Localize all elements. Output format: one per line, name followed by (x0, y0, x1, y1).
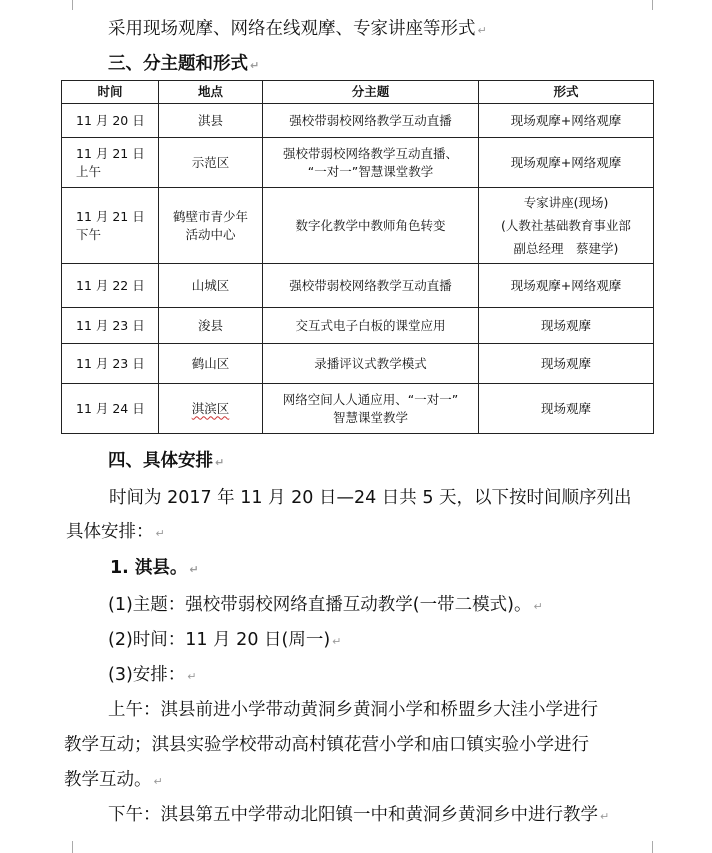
cell-time: 11 月 22 日 (62, 264, 159, 308)
table-row (62, 308, 654, 344)
cell-format: 现场观摩 (479, 308, 654, 344)
afternoon-line-1: 下午：淇县第五中学带动北阳镇一中和黄洞乡黄洞乡中进行教学 ↵ (108, 805, 610, 825)
crop-mark-top-right (652, 0, 665, 10)
table-row (62, 344, 654, 384)
table-row (62, 138, 654, 188)
intro-line: 采用现场观摩、网络在线观摩、专家讲座等形式 ↵ (108, 19, 487, 39)
cell-format: 现场观摩+网络观摩 (479, 264, 654, 308)
header-place: 地点 (159, 81, 263, 104)
crop-mark-top-left (60, 0, 73, 10)
cell-place: 鹤壁市青少年 活动中心 (159, 188, 263, 264)
morning-line-3: 教学互动。 ↵ (64, 770, 163, 790)
header-format: 形式 (479, 81, 654, 104)
cell-place: 山城区 (159, 264, 263, 308)
cell-topic: 强校带弱校网络教学互动直播 (263, 104, 479, 138)
item-time: (2)时间：11 月 20 日(周一) ↵ (108, 630, 342, 650)
cell-topic: 数字化教学中教师角色转变 (263, 188, 479, 264)
cell-time: 11 月 20 日 (62, 104, 159, 138)
cell-topic: 网络空间人人通应用、“一对一” 智慧课堂教学 (263, 384, 479, 434)
table-row (62, 264, 654, 308)
crop-mark-bottom-right (652, 841, 665, 853)
schedule-table (61, 80, 654, 434)
morning-line-1: 上午：淇县前进小学带动黄洞乡黄洞小学和桥盟乡大洼小学进行 (108, 700, 598, 720)
cell-place: 鹤山区 (159, 344, 263, 384)
cell-time: 11 月 23 日 (62, 308, 159, 344)
header-topic: 分主题 (263, 81, 479, 104)
cell-time: 11 月 23 日 (62, 344, 159, 384)
cell-place: 浚县 (159, 308, 263, 344)
item-arrangement: (3)安排： ↵ (108, 665, 197, 685)
table-row (62, 384, 654, 434)
schedule-intro-line-2: 具体安排： ↵ (66, 522, 165, 542)
cell-place: 示范区 (159, 138, 263, 188)
header-time: 时间 (62, 81, 159, 104)
cell-time: 11 月 21 日 上午 (62, 138, 159, 188)
morning-line-2: 教学互动；淇县实验学校带动高村镇花营小学和庙口镇实验小学进行 (64, 735, 589, 755)
cell-topic: 交互式电子白板的课堂应用 (263, 308, 479, 344)
table-header-row (62, 81, 654, 104)
cell-format: 现场观摩+网络观摩 (479, 104, 654, 138)
table-row (62, 188, 654, 264)
table-row (62, 104, 654, 138)
cell-place: 淇滨区 (159, 384, 263, 434)
cell-format: 现场观摩 (479, 384, 654, 434)
section-3-title: 三、分主题和形式 ↵ (108, 54, 260, 74)
cell-time: 11 月 24 日 (62, 384, 159, 434)
cell-place: 淇县 (159, 104, 263, 138)
schedule-intro-line-1: 时间为 2017 年 11 月 20 日—24 日共 5 天，以下按时间顺序列出 (109, 488, 632, 508)
cell-format: 现场观摩+网络观摩 (479, 138, 654, 188)
cell-time: 11 月 21 日 下午 (62, 188, 159, 264)
section-4-title: 四、具体安排 ↵ (108, 451, 225, 471)
cell-format: 专家讲座(现场) (人教社基础教育事业部 副总经理 蔡建学) (479, 188, 654, 264)
crop-mark-bottom-left (60, 841, 73, 853)
cell-format: 现场观摩 (479, 344, 654, 384)
subsection-qixian-title: 1. 淇县。 ↵ (110, 558, 199, 578)
cell-topic: 强校带弱校网络教学互动直播 (263, 264, 479, 308)
cell-topic: 录播评议式教学模式 (263, 344, 479, 384)
item-theme: (1)主题：强校带弱校网络直播互动教学(一带二模式)。 ↵ (108, 595, 543, 615)
cell-topic: 强校带弱校网络教学互动直播、 “一对一”智慧课堂教学 (263, 138, 479, 188)
